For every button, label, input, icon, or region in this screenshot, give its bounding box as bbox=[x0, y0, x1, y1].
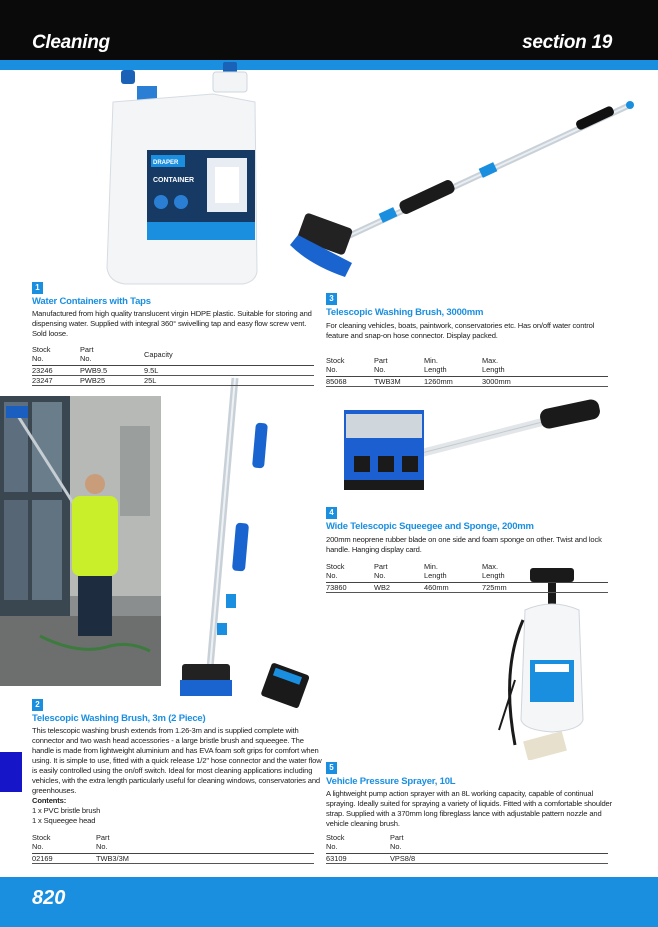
page-footer bbox=[0, 877, 658, 927]
product-title: Vehicle Pressure Sprayer, 10L bbox=[326, 776, 456, 787]
table-cell: 1260mm bbox=[424, 377, 453, 386]
page-number: 820 bbox=[32, 887, 66, 909]
table-header bbox=[32, 346, 314, 366]
table-header-cell: Min. Length bbox=[424, 562, 447, 580]
table-cell: PWB9.5 bbox=[80, 366, 108, 375]
product-number-badge: 2 bbox=[32, 699, 43, 711]
table-header-cell: Part No. bbox=[390, 833, 404, 851]
table-header-cell: Part No. bbox=[374, 356, 388, 374]
table-cell: 3000mm bbox=[482, 377, 511, 386]
product-number-badge: 1 bbox=[32, 282, 43, 294]
table-header-cell: Capacity bbox=[144, 350, 173, 359]
contents-label: Contents: bbox=[32, 796, 67, 805]
table-cell: TWB3/3M bbox=[96, 854, 129, 863]
product-title: Wide Telescopic Squeegee and Sponge, 200mm bbox=[326, 521, 534, 532]
table-cell: 25L bbox=[144, 376, 157, 385]
table-header bbox=[32, 834, 314, 854]
table-cell: 9.5L bbox=[144, 366, 159, 375]
side-tab bbox=[0, 752, 22, 792]
table-header-cell: Stock No. bbox=[326, 562, 345, 580]
contents-item: 1 x PVC bristle brush bbox=[32, 806, 101, 815]
page-header bbox=[0, 0, 658, 60]
table-header-cell: Stock No. bbox=[32, 345, 51, 363]
table-cell: WB2 bbox=[374, 583, 391, 592]
product-description bbox=[32, 726, 322, 826]
table-row bbox=[32, 854, 314, 864]
product-description: 200mm neoprene rubber blade on one side and foam sponge on other. Twist and lock handle. Hanging display card. bbox=[326, 535, 602, 554]
table-row bbox=[326, 583, 608, 593]
table-cell: 725mm bbox=[482, 583, 507, 592]
table-cell: 73860 bbox=[326, 583, 347, 592]
section-title: Cleaning bbox=[32, 32, 110, 53]
product-description: A lightweight pump action sprayer with an 8L working capacity, capable of continual spraying. Ideally suited for spraying a variety of liquids. Fitted with a comfortable shoulder strap. Supplied with a 370mm long fibreglass lance with adjustable pattern nozzle and vehicle cleaning brush. bbox=[326, 789, 613, 828]
product-table bbox=[326, 563, 608, 593]
squeegee-image bbox=[340, 398, 605, 508]
table-header bbox=[326, 834, 608, 854]
table-cell: 460mm bbox=[424, 583, 449, 592]
product-number-badge: 3 bbox=[326, 293, 337, 305]
product-table bbox=[32, 346, 314, 386]
table-cell: 23246 bbox=[32, 366, 53, 375]
product-number-badge: 4 bbox=[326, 507, 337, 519]
product-description: For cleaning vehicles, boats, paintwork, conservatories etc. Has on/off water control feature and snap-on hose connector. Display packed. bbox=[326, 321, 595, 340]
table-header-cell: Stock No. bbox=[32, 833, 51, 851]
table-cell: 23247 bbox=[32, 376, 53, 385]
table-cell: TWB3M bbox=[374, 377, 401, 386]
table-cell: VPS8/8 bbox=[390, 854, 416, 863]
product-table bbox=[326, 357, 608, 387]
table-cell: 85068 bbox=[326, 377, 347, 386]
section-number: section 19 bbox=[522, 32, 612, 53]
table-row bbox=[326, 377, 608, 387]
contents-item: 1 x Squeegee head bbox=[32, 816, 96, 825]
water-container-image bbox=[95, 62, 270, 287]
table-header-cell: Max. Length bbox=[482, 562, 505, 580]
table-header-cell: Part No. bbox=[80, 345, 94, 363]
product-description-text: This telescopic washing brush extends from 1.26-3m and is supplied complete with connector and two wash head accessories - a large bristle brush and squeegee. The handle is made from lightweight aluminium and has EVA foam soft grips for comfort when using. It is simple to use, fitted with a quick release 1/2" hose connector and the water flow is easily controlled using the on/off switch. Ideal for most cleaning applications including vehicles, with the extra length particularly useful for cleaning windows, conservatories and greenhouses. bbox=[32, 726, 322, 795]
product-title: Telescopic Washing Brush, 3000mm bbox=[326, 307, 484, 318]
product-table bbox=[326, 834, 608, 864]
table-row bbox=[326, 854, 608, 864]
table-cell: 63109 bbox=[326, 854, 347, 863]
product-title: Water Containers with Taps bbox=[32, 296, 151, 307]
container-word: CONTAINER bbox=[153, 177, 195, 184]
man-cleaning-window-photo bbox=[0, 396, 161, 686]
table-header-cell: Part No. bbox=[96, 833, 110, 851]
telescopic-brush-3m-image bbox=[170, 368, 330, 713]
container-brand: DRAPER bbox=[153, 160, 179, 166]
telescopic-brush-3000-image bbox=[280, 95, 640, 280]
table-header-cell: Stock No. bbox=[326, 833, 345, 851]
product-number-badge: 5 bbox=[326, 762, 337, 774]
table-row bbox=[32, 366, 314, 376]
table-row bbox=[32, 376, 314, 386]
table-cell: PWB25 bbox=[80, 376, 106, 385]
product-table bbox=[32, 834, 314, 864]
table-header-cell: Min. Length bbox=[424, 356, 447, 374]
table-header bbox=[326, 357, 608, 377]
table-header bbox=[326, 563, 608, 583]
table-header-cell: Stock No. bbox=[326, 356, 345, 374]
product-title: Telescopic Washing Brush, 3m (2 Piece) bbox=[32, 713, 206, 724]
table-header-cell: Max. Length bbox=[482, 356, 505, 374]
table-cell: 02169 bbox=[32, 854, 53, 863]
table-header-cell: Part No. bbox=[374, 562, 388, 580]
product-description: Manufactured from high quality translucent virgin HDPE plastic. Suitable for storing and dispensing water. Supplied with integral 360° swivelling tap and easy flow screw vent. Sold loose. bbox=[32, 309, 312, 338]
